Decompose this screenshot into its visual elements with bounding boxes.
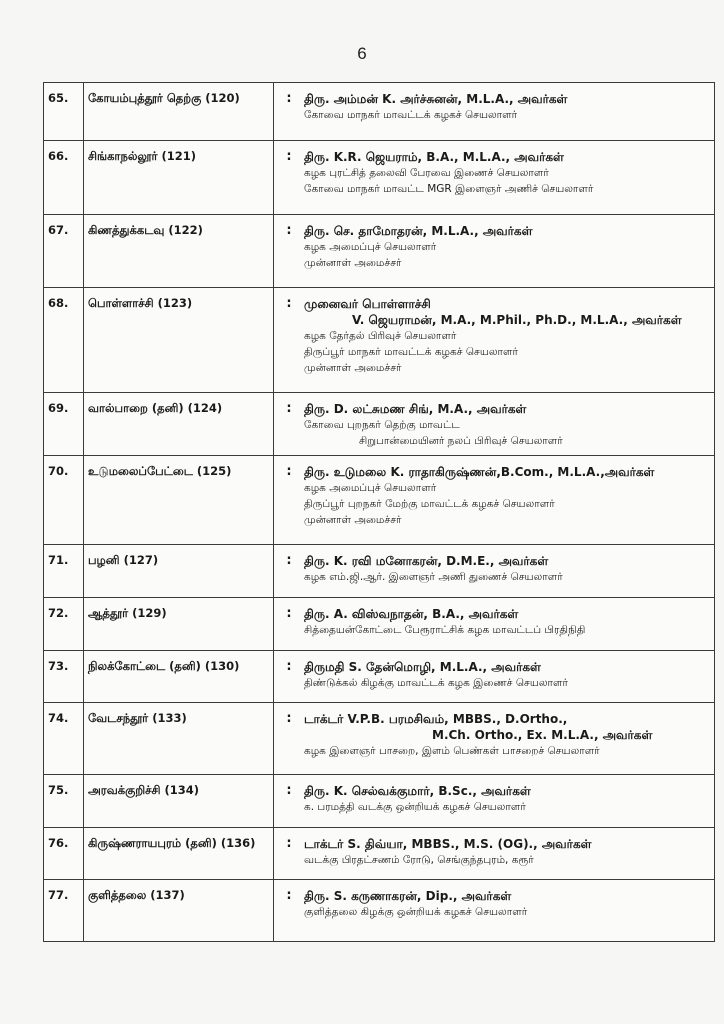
candidate-details: [304, 880, 714, 941]
table-row: [44, 392, 714, 455]
constituency: வால்பாறை (தனி) (124): [84, 393, 274, 455]
candidate-details: [304, 456, 714, 544]
separator: :: [286, 223, 292, 238]
table-row: [44, 214, 714, 287]
constituency: சிங்காநல்லூர் (121): [84, 141, 274, 214]
candidate-name-continued: V. ஜெயராமன், M.A., M.Phil., Ph.D., M.L.A., அவர்கள்: [352, 313, 682, 327]
constituency: கிணத்துக்கடவு (122): [84, 215, 274, 287]
serial-number: 69.: [44, 393, 84, 455]
candidate-role: வடக்கு பிரதட்சணம் ரோடு, செங்குந்தபுரம், கரூர்: [304, 854, 534, 866]
serial-number: 77.: [44, 880, 84, 941]
candidate-name: முனைவர் பொள்ளாச்சி: [304, 297, 431, 311]
candidate-name: திருமதி S. தேன்மொழி, M.L.A., அவர்கள்: [304, 660, 541, 674]
candidate-role: சித்தையன்கோட்டை பேரூராட்சிக் கழக மாவட்டப் பிரதிநிதி: [304, 624, 586, 636]
candidate-name: திரு. A. விஸ்வநாதன், B.A., அவர்கள்: [304, 607, 519, 621]
separator: :: [286, 783, 292, 798]
separator: :: [286, 888, 292, 903]
table-row: [44, 879, 714, 941]
table-row: [44, 702, 714, 774]
table-row: [44, 140, 714, 214]
candidate-role: முன்னாள் அமைச்சர்: [304, 257, 402, 269]
table-row: [44, 597, 714, 650]
constituency: கிருஷ்ணராயபுரம் (தனி) (136): [84, 828, 274, 879]
constituency: வேடசந்தூர் (133): [84, 703, 274, 774]
candidate-role: திண்டுக்கல் கிழக்கு மாவட்டக் கழக இணைச் செயலாளர்: [304, 677, 568, 689]
separator: :: [286, 553, 292, 568]
serial-number: 65.: [44, 83, 84, 140]
table-row: [44, 83, 714, 140]
page-number: 6: [357, 44, 367, 63]
candidate-name-continued: M.Ch. Ortho., Ex. M.L.A., அவர்கள்: [432, 728, 653, 742]
serial-number: 68.: [44, 288, 84, 392]
candidate-role: கோவை மாநகர் மாவட்ட MGR இளைஞர் அணிச் செயலாளர்: [304, 183, 594, 195]
constituency: கோயம்புத்தூர் தெற்கு (120): [84, 83, 274, 140]
candidate-name: திரு. செ. தாமோதரன், M.L.A., அவர்கள்: [304, 224, 533, 238]
candidate-role: கழக அமைப்புச் செயலாளர்: [304, 241, 437, 253]
constituency: நிலக்கோட்டை (தனி) (130): [84, 651, 274, 702]
table-row: [44, 544, 714, 597]
candidate-name: திரு. அம்மன் K. அர்ச்சுனன், M.L.A., அவர்கள்: [304, 92, 568, 106]
separator: :: [286, 91, 292, 106]
candidate-details: [304, 703, 714, 774]
candidate-role: கழக புரட்சித் தலைவி பேரவை இணைச் செயலாளர்: [304, 167, 549, 179]
serial-number: 72.: [44, 598, 84, 650]
candidate-name: திரு. K.R. ஜெயராம், B.A., M.L.A., அவர்கள்: [304, 150, 564, 164]
constituency: உடுமலைப்பேட்டை (125): [84, 456, 274, 544]
candidate-role: கழக இளைஞர் பாசறை, இளம் பெண்கள் பாசறைச் செயலாளர்: [304, 745, 600, 757]
constituency: ஆத்தூர் (129): [84, 598, 274, 650]
candidate-details: [304, 393, 714, 455]
candidate-details: [304, 828, 714, 879]
serial-number: 66.: [44, 141, 84, 214]
candidate-details: [304, 775, 714, 827]
constituency: பழனி (127): [84, 545, 274, 597]
table-row: [44, 650, 714, 702]
table-row: [44, 287, 714, 392]
candidate-role: திருப்பூர் மாநகர் மாவட்டக் கழகச் செயலாளர்: [304, 346, 518, 358]
candidate-role: கழக தேர்தல் பிரிவுச் செயலாளர்: [304, 330, 457, 342]
constituency: பொள்ளாச்சி (123): [84, 288, 274, 392]
candidate-details: [304, 83, 714, 140]
separator: :: [286, 401, 292, 416]
serial-number: 71.: [44, 545, 84, 597]
candidate-name: திரு. S. கருணாகரன், Dip., அவர்கள்: [304, 889, 512, 903]
candidate-details: [304, 288, 714, 392]
candidate-role: க. பரமத்தி வடக்கு ஒன்றியக் கழகச் செயலாளர்: [304, 801, 526, 813]
candidate-details: [304, 598, 714, 650]
separator: :: [286, 711, 292, 726]
candidate-role: முன்னாள் அமைச்சர்: [304, 362, 402, 374]
candidate-role: கழக அமைப்புச் செயலாளர்: [304, 482, 437, 494]
candidate-name: திரு. K. ரவி மனோகரன், D.M.E., அவர்கள்: [304, 554, 549, 568]
separator: :: [286, 606, 292, 621]
table-row: [44, 827, 714, 879]
candidate-role: குளித்தலை கிழக்கு ஒன்றியக் கழகச் செயலாளர்: [304, 906, 528, 918]
candidate-role: திருப்பூர் புறநகர் மேற்கு மாவட்டக் கழகச் செயலாளர்: [304, 498, 555, 510]
serial-number: 73.: [44, 651, 84, 702]
candidate-name: திரு. உடுமலை K. ராதாகிருஷ்ணன்,B.Com., M.L.A.,அவர்கள்: [304, 465, 655, 479]
serial-number: 76.: [44, 828, 84, 879]
candidate-table: [43, 82, 715, 942]
candidate-role: கழக எம்.ஜி.ஆர். இளைஞர் அணி துணைச் செயலாளர்: [304, 571, 563, 583]
candidate-role: கோவை புறநகர் தெற்கு மாவட்ட: [304, 419, 460, 431]
separator: :: [286, 464, 292, 479]
candidate-role: கோவை மாநகர் மாவட்டக் கழகச் செயலாளர்: [304, 109, 518, 121]
candidate-details: [304, 141, 714, 214]
serial-number: 75.: [44, 775, 84, 827]
candidate-name: டாக்டர் V.P.B. பரமசிவம், MBBS., D.Ortho.,: [304, 712, 568, 726]
serial-number: 74.: [44, 703, 84, 774]
candidate-name: டாக்டர் S. திவ்யா, MBBS., M.S. (OG)., அவர்கள்: [304, 837, 592, 851]
separator: :: [286, 836, 292, 851]
constituency: குளித்தலை (137): [84, 880, 274, 941]
table-row: [44, 455, 714, 544]
serial-number: 67.: [44, 215, 84, 287]
candidate-name: திரு. K. செல்வக்குமார், B.Sc., அவர்கள்: [304, 784, 531, 798]
table-row: [44, 774, 714, 827]
candidate-details: [304, 651, 714, 702]
candidate-name: திரு. D. லட்சுமண சிங், M.A., அவர்கள்: [304, 402, 527, 416]
candidate-role: சிறுபான்மையினர் நலப் பிரிவுச் செயலாளர்: [359, 435, 563, 447]
candidate-details: [304, 545, 714, 597]
separator: :: [286, 296, 292, 311]
serial-number: 70.: [44, 456, 84, 544]
separator: :: [286, 659, 292, 674]
candidate-role: முன்னாள் அமைச்சர்: [304, 514, 402, 526]
candidate-details: [304, 215, 714, 287]
separator: :: [286, 149, 292, 164]
constituency: அரவக்குறிச்சி (134): [84, 775, 274, 827]
